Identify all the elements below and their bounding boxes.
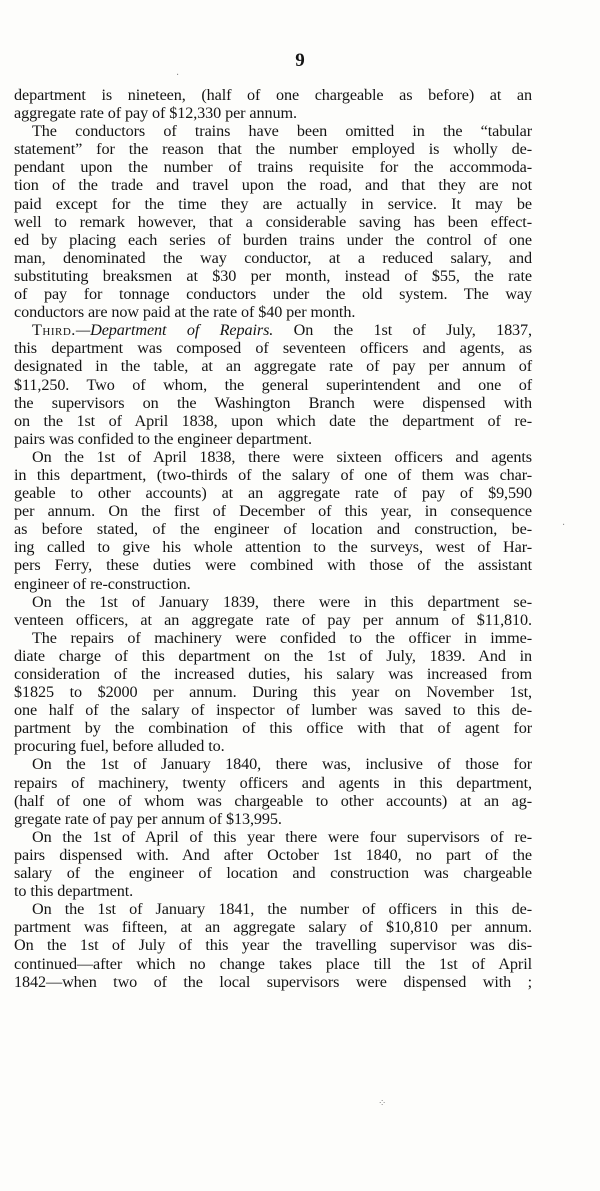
text-line: statement” for the reason that the number employed is wholly de- bbox=[14, 140, 532, 159]
text-line: On the 1st of January 1840, there was, inclusive of those for bbox=[32, 755, 532, 774]
text-line: man, denominated the way conductor, at a reduced salary, and bbox=[14, 248, 532, 267]
text-line: On the 1st of April 1838, there were sixteen officers and agents bbox=[32, 447, 532, 466]
text-line: 1842—when two of the local supervisors were dispensed with ; bbox=[14, 972, 532, 991]
section-number: Third. bbox=[32, 321, 76, 340]
text-line: consideration of the increased duties, his salary was increased from bbox=[14, 665, 532, 683]
text-line: pendant upon the number of trains requisite for the accommoda- bbox=[14, 158, 532, 177]
text-line: conductors are now paid at the rate of $40 per month. bbox=[14, 303, 356, 322]
text-line: $11,250. Two of whom, the general superintendent and one of bbox=[14, 375, 532, 394]
text-line: salary of the engineer of location and construction was chargeable bbox=[14, 864, 532, 883]
text-line: of pay for tonnage conductors under the old system. The way bbox=[14, 285, 532, 304]
text-line: substituting breaksmen at $30 per month, instead of $55, the rate bbox=[14, 266, 532, 285]
text-line: to this department. bbox=[14, 882, 134, 901]
text-line: The conductors of trains have been omitted in the “tabular bbox=[32, 122, 532, 141]
paper-speck: · bbox=[176, 70, 180, 81]
text-line: gregate rate of pay per annum of $13,995. bbox=[14, 809, 282, 828]
text-line: venteen officers, at an aggregate rate of pay per annum of $11,810. bbox=[14, 610, 532, 629]
text-line: procuring fuel, before alluded to. bbox=[14, 737, 225, 756]
text-line: the supervisors on the Washington Branch were dispensed with bbox=[14, 393, 532, 412]
text-line: The repairs of machinery were confided to the officer in imme- bbox=[32, 628, 532, 647]
text-line: ing called to give his whole attention to the surveys, west of Har- bbox=[14, 538, 532, 557]
text-line: geable to other accounts) at an aggregate rate of pay of $9,590 bbox=[14, 484, 532, 503]
text-line: on the 1st of April 1838, upon which date the department of re- bbox=[14, 411, 532, 430]
text-line: designated in the table, at an aggregate rate of pay per annum of bbox=[14, 357, 532, 376]
text-line: paid except for the time they are actually in service. It may be bbox=[14, 194, 532, 213]
body-text bbox=[14, 86, 532, 991]
text-line: $1825 to $2000 per annum. During this year on November 1st, bbox=[14, 683, 532, 702]
text-line: pers Ferry, these duties were combined with those of the assistant bbox=[14, 556, 532, 575]
text-line: engineer of re-construction. bbox=[14, 574, 191, 593]
text-line: tion of the trade and travel upon the road, and that they are not bbox=[14, 176, 532, 195]
section-title: —Department of Repairs. bbox=[75, 321, 274, 340]
text-line: well to remark however, that a considerable saving has been effect- bbox=[14, 212, 532, 231]
section-heading-line bbox=[14, 321, 532, 339]
text-line: department is nineteen, (half of one chargeable as before) at an bbox=[14, 86, 532, 104]
text-line: On the 1st of April of this year there were four supervisors of re- bbox=[32, 827, 532, 846]
paper-speck: · bbox=[562, 520, 566, 531]
text-line: in this department, (two-thirds of the salary of one of them was char- bbox=[14, 465, 532, 484]
text-line: this department was composed of seventeen officers and agents, as bbox=[14, 339, 532, 358]
text-line: pairs was confided to the engineer department. bbox=[14, 429, 312, 448]
text-line: pairs dispensed with. And after October 1st 1840, no part of the bbox=[14, 845, 532, 864]
text-line: per annum. On the first of December of this year, in consequence bbox=[14, 502, 532, 521]
text-line: aggregate rate of pay of $12,330 per annum. bbox=[14, 104, 297, 123]
text-line: (half of one of whom was chargeable to other accounts) at an ag- bbox=[14, 791, 532, 810]
text-line: as before stated, of the engineer of location and construction, be- bbox=[14, 520, 532, 539]
text-line: repairs of machinery, twenty officers and agents in this department, bbox=[14, 773, 532, 792]
text-line: partment was fifteen, at an aggregate salary of $10,810 per annum. bbox=[14, 918, 532, 937]
page-number: 9 bbox=[295, 50, 305, 71]
text-line: On the 1st of January 1841, the number of officers in this de- bbox=[32, 900, 532, 919]
text-fragment: On the 1st of July, 1837, bbox=[293, 321, 532, 340]
text-line: continued—after which no change takes place till the 1st of April bbox=[14, 954, 532, 973]
text-line: On the 1st of January 1839, there were in this department se- bbox=[32, 592, 532, 611]
text-line: one half of the salary of inspector of lumber was saved to this de- bbox=[14, 701, 532, 720]
text-line: ed by placing each series of burden trains under the control of one bbox=[14, 230, 532, 249]
text-line: On the 1st of July of this year the travelling supervisor was dis- bbox=[14, 936, 532, 955]
text-line: diate charge of this department on the 1st of July, 1839. And in bbox=[14, 646, 532, 665]
paper-speck: ⁘ bbox=[378, 1098, 387, 1109]
text-line: partment by the combination of this office with that of agent for bbox=[14, 719, 532, 738]
